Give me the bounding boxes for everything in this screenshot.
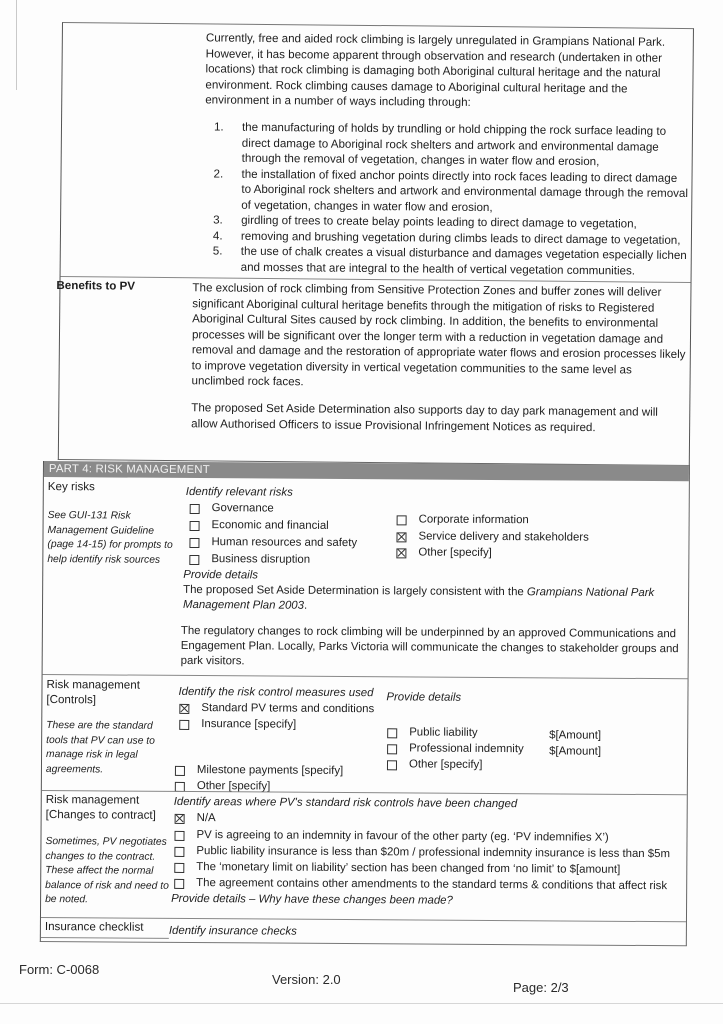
form-number: Form: C-0068	[19, 962, 100, 977]
checkbox-economic[interactable]	[190, 518, 329, 534]
key-risks-details-2: The regulatory changes to rock climbing will be underpinned by an approved Communications and Engagement Plan. Locally, Parks Victoria will communicate the changes to stakeholder groups and park visitors.	[180, 624, 679, 668]
checkbox-human-resources[interactable]	[189, 535, 357, 551]
label-line: [Controls]	[46, 693, 97, 707]
list-text: the installation of fixed anchor points directly into rock faces leading to direct damage to Aboriginal rock shelters and artwork and environmental damage through the removal of vegetation, changes in water flow and erosion,	[241, 167, 689, 214]
checkbox-business-disruption[interactable]	[189, 552, 310, 568]
checkbox-public-liability[interactable]	[387, 725, 477, 741]
checkbox-label: Other [specify]	[196, 780, 271, 793]
list-item	[214, 119, 689, 170]
checkbox-label: Economic and financial	[211, 519, 329, 532]
details-text: The proposed Set Aside Determination is largely consistent with the	[183, 583, 527, 599]
label-line: Risk management	[46, 678, 140, 692]
checkbox-label: Insurance [specify]	[201, 718, 297, 731]
list-text: removing and brushing vegetation during climbs leads to direct damage to vegetation,	[240, 229, 681, 247]
label-line: [Changes to contract]	[45, 808, 156, 822]
checkbox-label: Business disruption	[211, 553, 311, 566]
checkbox-icon	[179, 719, 189, 729]
checked-checkbox-icon	[396, 532, 406, 542]
checkbox-icon	[174, 862, 184, 872]
changes-details-label: Provide details – Why have these changes been made?	[171, 892, 453, 907]
checkbox-icon	[387, 760, 397, 770]
checkbox-professional-indemnity[interactable]	[387, 741, 524, 757]
benefits-label: Benefits to PV	[56, 278, 136, 293]
checkbox-label: N/A	[196, 812, 216, 825]
list-text: the use of chalk creates a visual disturbance and damages vegetation especially lichen and mosses that are integral to the health of vertical vegetation communities.	[240, 244, 687, 278]
public-liability-amount[interactable]: $[Amount]	[549, 729, 602, 742]
checkbox-na[interactable]	[175, 811, 216, 826]
list-item	[213, 243, 688, 279]
list-number: 4.	[212, 228, 223, 243]
list-number: 5.	[212, 244, 223, 258]
checkbox-label: Standard PV terms and conditions	[201, 702, 375, 716]
benefits-paragraph-2: The proposed Set Aside Determination also supports day to day park management and will allow Authorised Officers to issue Provisional Infringement Notices as required.	[191, 401, 658, 434]
checkbox-icon	[175, 765, 185, 775]
checkbox-label: Professional indemnity	[409, 742, 524, 756]
checkbox-insurance[interactable]	[179, 717, 296, 733]
checkbox-label: Human resources and safety	[211, 536, 358, 550]
checkbox-standard-terms[interactable]	[179, 701, 374, 717]
details-text: .	[303, 599, 308, 612]
professional-indemnity-amount[interactable]: $[Amount]	[549, 745, 602, 758]
list-number: 2.	[213, 166, 224, 181]
checkbox-label: Public liability	[409, 726, 478, 739]
checkbox-milestone[interactable]	[175, 763, 343, 779]
page-number: Page: 2/3	[513, 980, 569, 995]
key-risks-prompt: Identify relevant risks	[185, 485, 293, 499]
benefits-paragraph: The exclusion of rock climbing from Sensitive Protection Zones and buffer zones will deliver significant Aboriginal cultural heritage benefits through the mitigation of risks to Registered Aboriginal Cultural Sites caused by rock climbing. In addition, the benefits to environmental processes will be significant over the longer term with a reduction in vegetation damage and removal and damage and the restoration of appropriate water flows and erosion processes likely to improve vegetation diversity in vertical vegetation communities to the same level as unclimbed rock faces.	[191, 281, 686, 389]
key-risks-label: Key risks	[47, 480, 95, 494]
context-paragraph: Currently, free and aided rock climbing is largely unregulated in Grampians National Park. However, it has become apparent through observation and research (undertaken in other locations) that rock climbing is damaging both Aboriginal cultural heritage and the natural environment. Rock climbing causes damage to Aboriginal cultural heritage and the environment in a number of ways including through:	[205, 31, 666, 109]
checkbox-icon	[189, 537, 199, 547]
changes-label	[46, 792, 156, 823]
checkbox-label: Public liability insurance is less than $20m / professional indemnity insurance is less than $5m	[196, 845, 671, 861]
insurance-checklist-prompt: Identify insurance checks	[168, 924, 297, 938]
checkbox-indemnity-favour[interactable]	[174, 828, 608, 846]
checkbox-icon	[174, 878, 184, 888]
controls-hint: These are the standard tools that PV can use to manage risk in legal agreements.	[45, 720, 155, 775]
checkbox-label: Service delivery and stakeholders	[418, 530, 589, 544]
label-line: Risk management	[45, 793, 140, 807]
list-text: girdling of trees to create belay points leading to direct damage to vegetation,	[241, 213, 637, 231]
list-number: 3.	[213, 213, 223, 227]
checkbox-label: Corporate information	[418, 513, 529, 527]
changes-prompt: Identify areas where PV's standard risk controls have been changed	[173, 795, 518, 811]
checkbox-icon	[174, 830, 184, 840]
checkbox-monetary-limit[interactable]	[174, 860, 620, 878]
checkbox-label: Governance	[211, 502, 274, 515]
checkbox-insurance-other[interactable]	[387, 757, 483, 773]
list-number: 1.	[213, 120, 224, 134]
details-label: Provide details	[183, 568, 259, 582]
row-divider	[41, 937, 169, 939]
plan-title: Grampians National Park Management Plan 2003	[183, 586, 655, 612]
controls-prompt: Identify the risk control measures used	[178, 685, 374, 700]
checkbox-governance[interactable]	[190, 501, 274, 517]
list-item	[213, 166, 688, 217]
controls-label	[46, 677, 140, 708]
page-edge	[16, 0, 17, 90]
checkbox-icon	[174, 846, 184, 856]
section-header: PART 4: RISK MANAGEMENT	[44, 461, 689, 481]
risk-management-table	[40, 461, 690, 946]
checked-checkbox-icon	[179, 703, 189, 713]
checked-checkbox-icon	[396, 548, 406, 558]
checkbox-icon	[387, 728, 397, 738]
checkbox-label: Milestone payments [specify]	[196, 764, 344, 777]
checkbox-icon	[190, 520, 200, 530]
checkbox-icon	[189, 554, 199, 564]
checkbox-icon	[387, 744, 397, 754]
section3-table	[58, 22, 694, 466]
key-risks-details	[183, 583, 683, 616]
changes-hint: Sometimes, PV negotiates changes to the contract. These affect the normal balance of risk and need to be noted.	[45, 836, 169, 906]
checkbox-corporate-info[interactable]	[397, 512, 529, 528]
checkbox-label: The agreement contains other amendments to the standard terms & conditions that affect risk	[196, 877, 668, 893]
checkbox-label: The ‘monetary limit on liability’ section has been changed from ‘no limit’ to $[amount]	[196, 861, 621, 876]
checkbox-label: Other [specify]	[418, 546, 492, 559]
list-text: the manufacturing of holds by trundling or hold chipping the rock surface leading to direct damage to Aboriginal rock shelters and artwork and environmental damage through the removal of vegetation, changes in water flow and erosion,	[241, 120, 667, 169]
checked-checkbox-icon	[175, 813, 185, 823]
key-risks-hint: See GUI-131 Risk Management Guideline (page 14-15) for prompts to help identify risk sources	[47, 510, 173, 566]
checkbox-label: Other [specify]	[408, 758, 483, 771]
checkbox-other[interactable]	[396, 545, 492, 561]
version: Version: 2.0	[272, 972, 341, 987]
checkbox-label: PV is agreeing to an indemnity in favour of the other party (eg. ‘PV indemnifies X’)	[196, 829, 609, 844]
page-bottom-edge	[0, 1003, 723, 1004]
checkbox-service-delivery[interactable]	[396, 529, 588, 545]
insurance-checklist-label: Insurance checklist	[44, 920, 144, 934]
checkbox-icon	[397, 515, 407, 525]
impact-list	[213, 119, 689, 279]
controls-details-label: Provide details	[386, 691, 462, 704]
checkbox-icon	[190, 503, 200, 513]
